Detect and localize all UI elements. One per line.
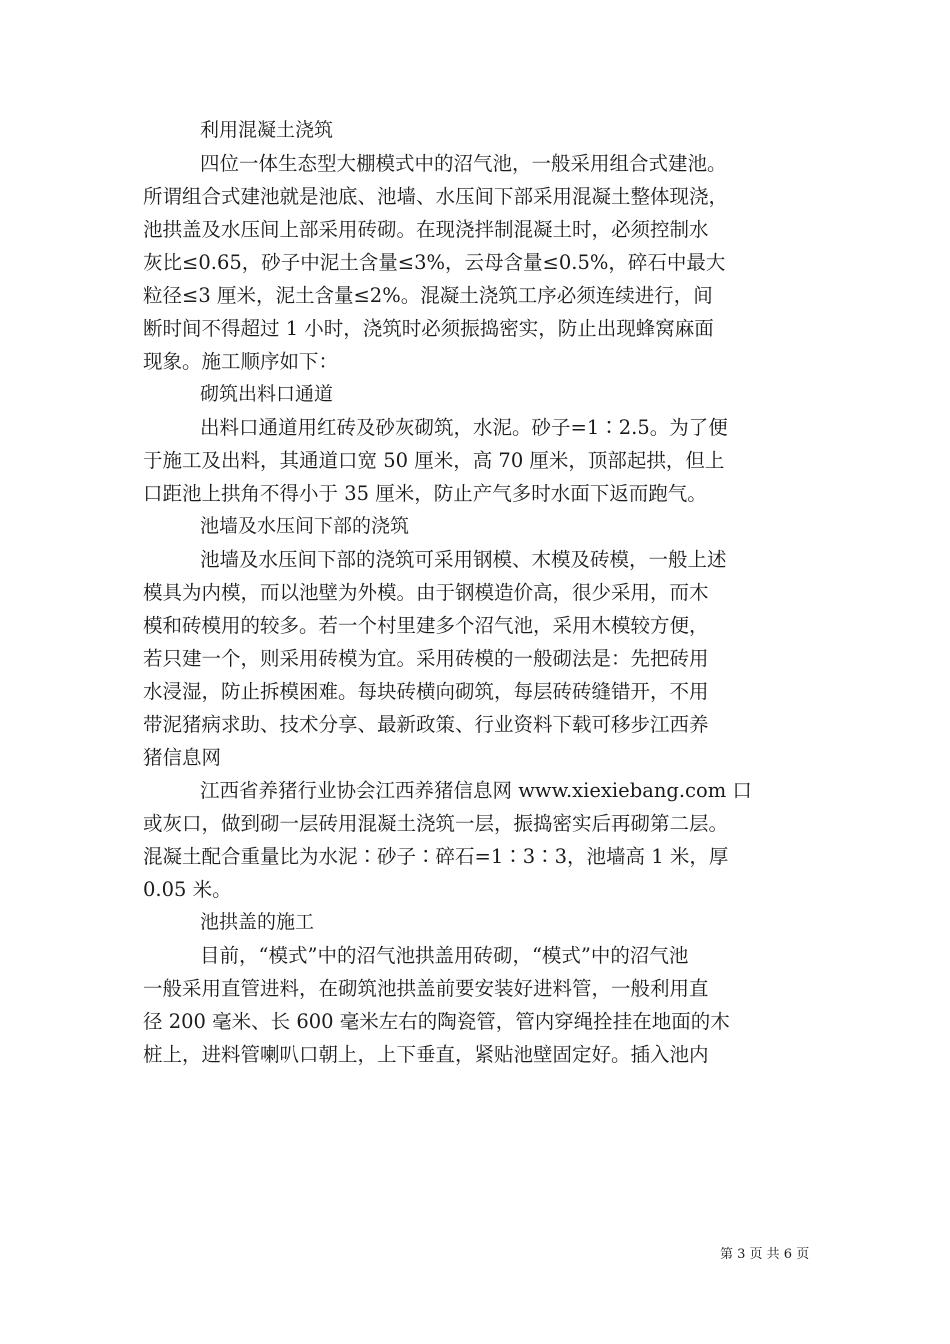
text-line: 断时间不得超过 1 小时，浇筑时必须振捣密实，防止出现蜂窝麻面 [143,317,714,340]
text-line: 四位一体生态型大棚模式中的沼气池，一般采用组合式建池。 [200,152,727,175]
text-line: 混凝土配合重量比为水泥∶砂子∶碎石=1∶3∶3，池墙高 1 米，厚 [143,845,729,868]
text-line: 模具为内模，而以池壁为外模。由于钢模造价高，很少采用，而木 [143,581,709,604]
text-line: 所谓组合式建池就是池底、池墙、水压间下部采用混凝土整体现浇， [143,185,729,208]
section-heading: 砌筑出料口通道 [200,383,334,405]
text-line: 桩上，进料管喇叭口朝上，上下垂直，紧贴池壁固定好。插入池内 [143,1043,709,1066]
section-heading: 利用混凝土浇筑 [200,119,334,141]
section-heading: 池拱盖的施工 [200,911,315,933]
document-body [143,114,807,1071]
paragraph [143,939,807,1071]
text-line: 口距池上拱角不得小于 35 厘米，防止产气多时水面下返而跑气。 [143,482,707,505]
text-line: 径 200 毫米、长 600 毫米左右的陶瓷管，管内穿绳拴挂在地面的木 [143,1010,730,1033]
text-line: 一般采用直管进料，在砌筑池拱盖前要安装好进料管，一般利用直 [143,977,709,1000]
text-line: 于施工及出料，其通道口宽 50 厘米，高 70 厘米，顶部起拱，但上 [143,449,725,472]
text-line: 猪信息网 [143,746,222,769]
paragraph [143,411,807,510]
text-line: 粒径≤3 厘米，泥土含量≤2%。混凝土浇筑工序必须连续进行，间 [143,284,713,307]
text-line: 现象。施工顺序如下： [143,350,339,373]
paragraph [143,543,807,906]
text-line: 目前，“模式”中的沼气池拱盖用砖砌，“模式”中的沼气池 [200,944,689,967]
paragraph [143,147,807,378]
page-number-footer: 第 3 页 共 6 页 [720,1247,810,1262]
text-line: 或灰口，做到砌一层砖用混凝土浇筑一层，振捣密实后再砌第二层。 [143,812,729,835]
text-line: 带泥猪病求助、技术分享、最新政策、行业资料下载可移步江西养 [143,713,709,736]
text-line: 池墙及水压间下部的浇筑可采用钢模、木模及砖模，一般上述 [200,548,727,571]
text-line: 出料口通道用红砖及砂灰砌筑，水泥。砂子=1∶2.5。为了便 [200,416,728,439]
text-line: 江西省养猪行业协会江西养猪信息网 www.xiexiebang.com 口 [200,779,752,802]
text-line: 模和砖模用的较多。若一个村里建多个沼气池，采用木模较方便， [143,614,709,637]
text-line: 0.05 米。 [143,878,232,901]
section-heading: 池墙及水压间下部的浇筑 [200,515,410,537]
text-line: 水浸湿，防止拆模困难。每块砖横向砌筑，每层砖砖缝错开，不用 [143,680,709,703]
text-line: 灰比≤0.65，砂子中泥土含量≤3%，云母含量≤0.5%，碎石中最大 [143,251,726,274]
text-line: 池拱盖及水压间上部采用砖砌。在现浇拌制混凝土时，必须控制水 [143,218,709,241]
text-line: 若只建一个，则采用砖模为宜。采用砖模的一般砌法是：先把砖用 [143,647,709,670]
